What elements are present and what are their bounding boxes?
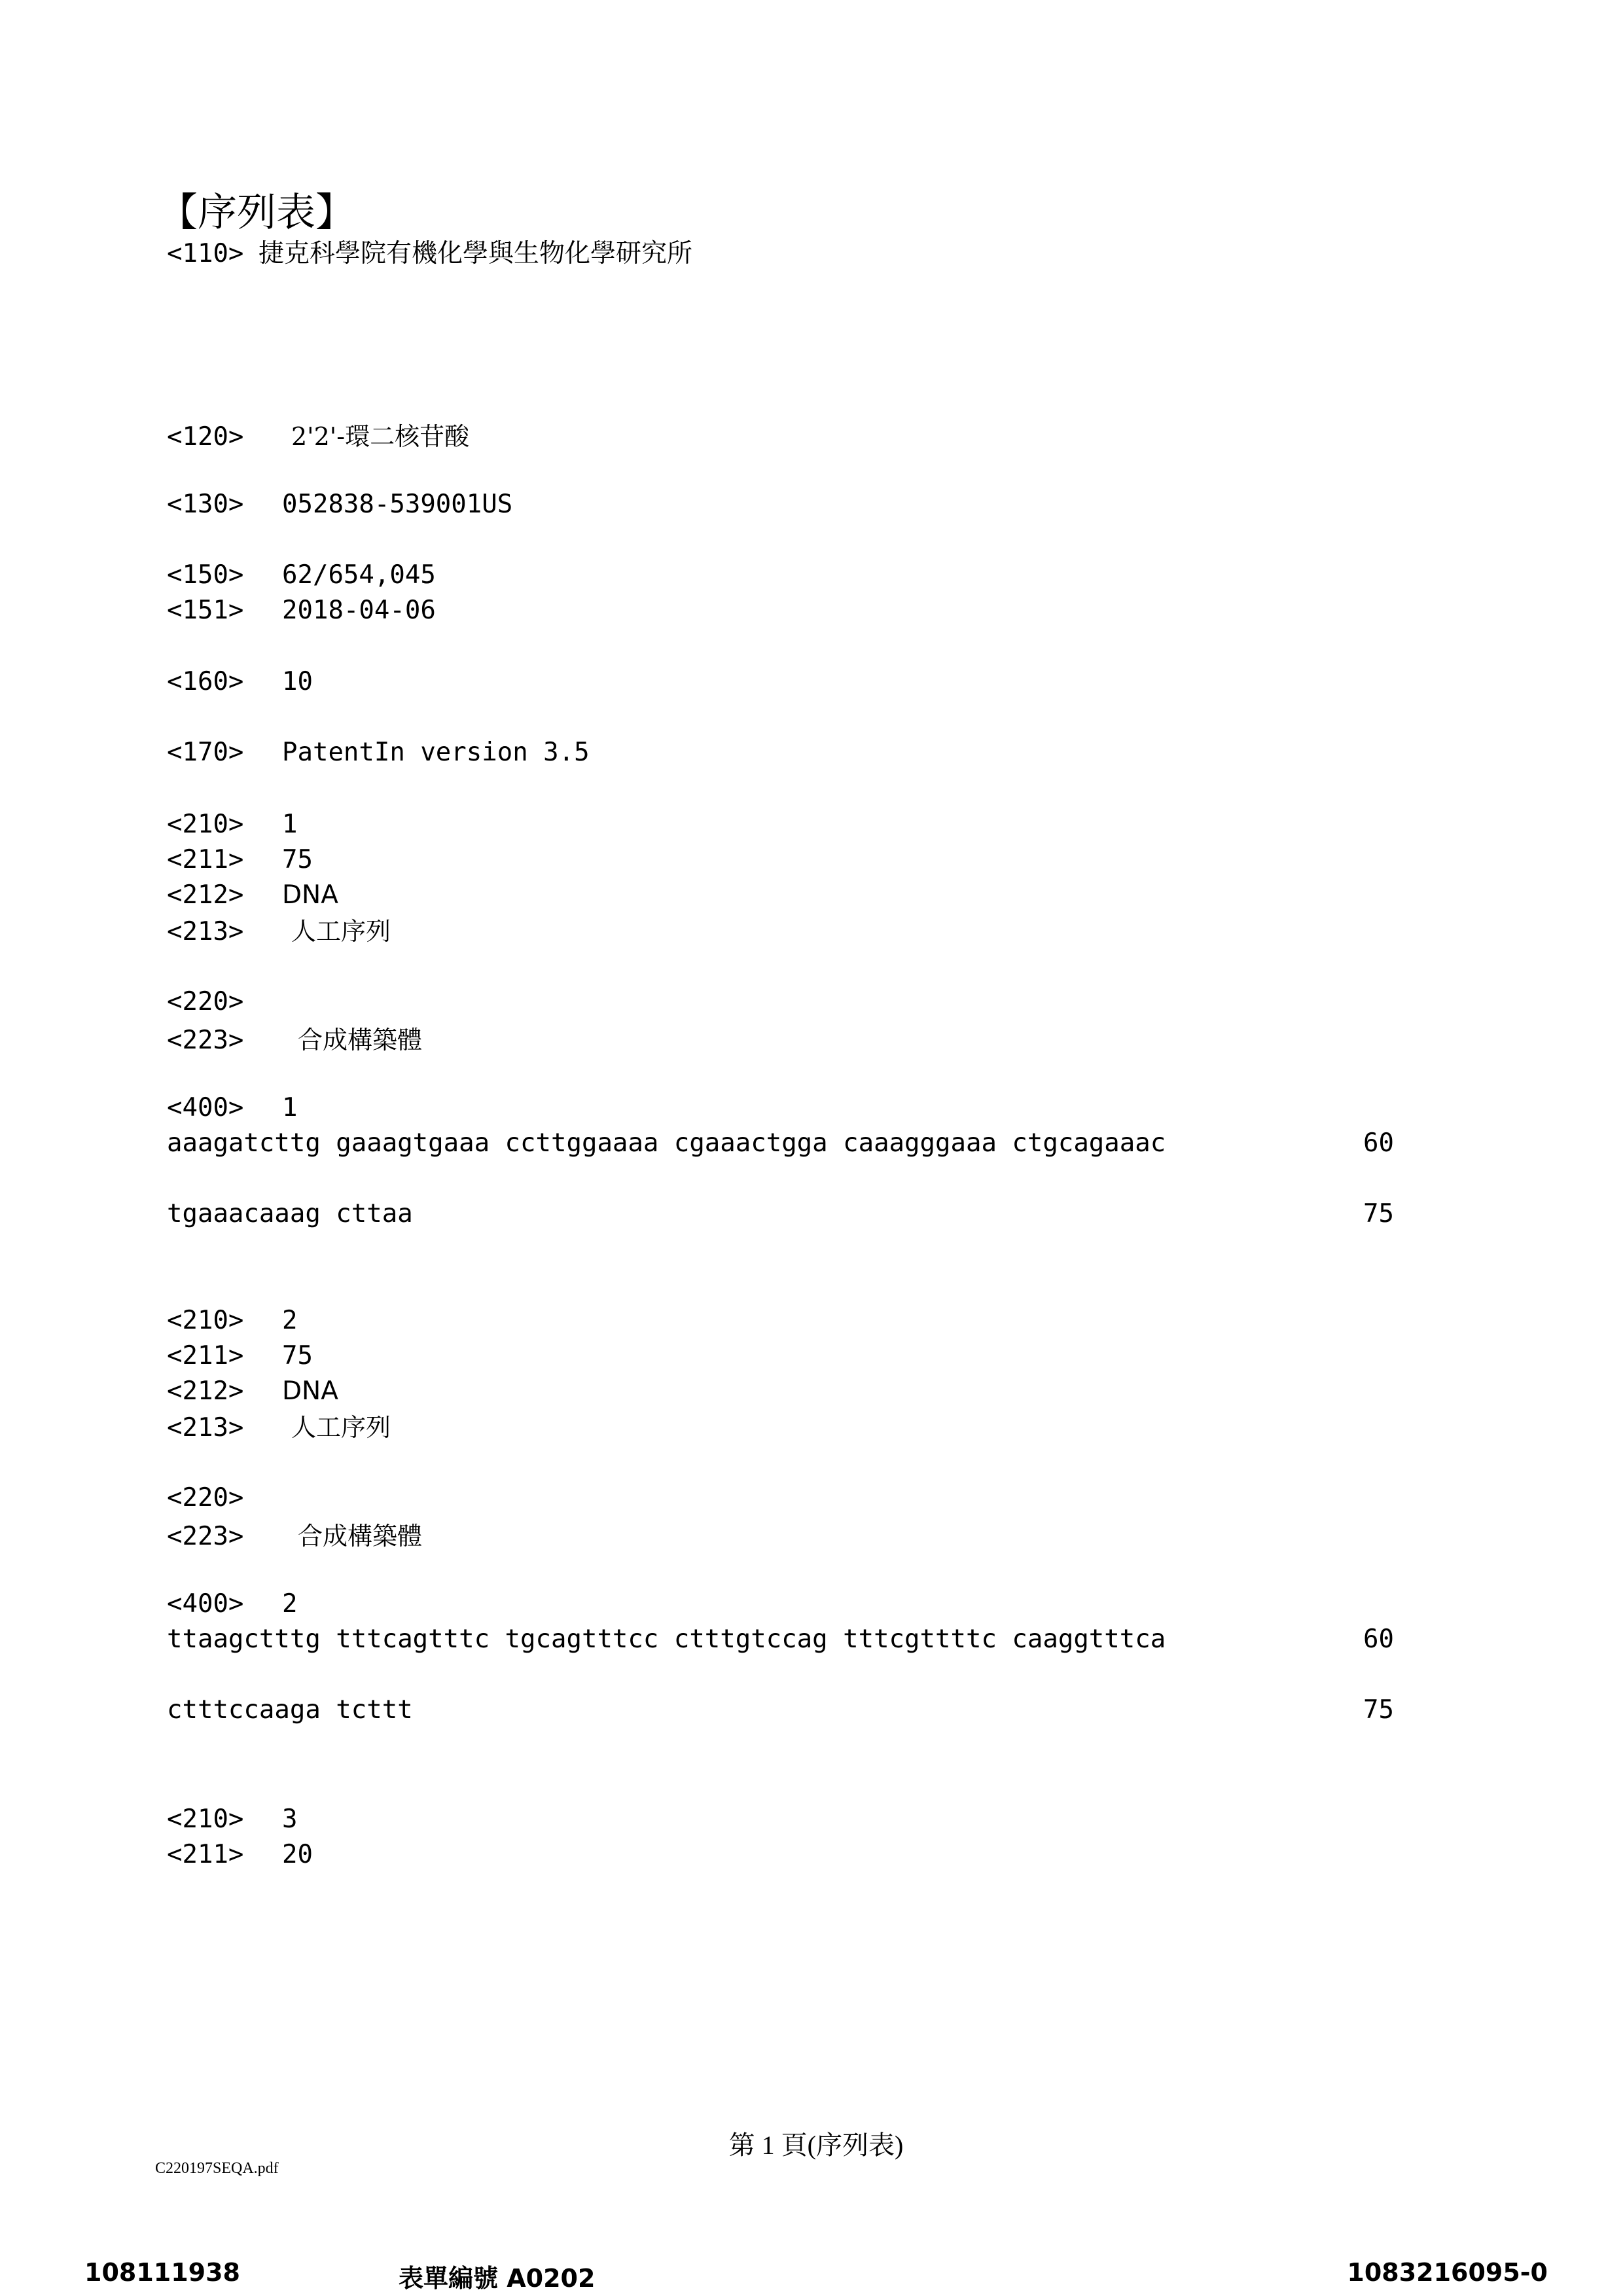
document-code: 1083216095-0: [1347, 2258, 1548, 2287]
tag: <130>: [167, 490, 282, 519]
tag: <151>: [167, 596, 282, 625]
tag: <210>: [167, 1306, 282, 1335]
prior-application: 62/654,045: [282, 560, 436, 590]
tag: <210>: [167, 810, 282, 839]
tag: <223>: [167, 1026, 282, 1055]
tag: <170>: [167, 738, 282, 767]
seq-id: 1: [282, 810, 297, 839]
tag: <220>: [167, 1484, 282, 1513]
seq-length: 20: [282, 1840, 313, 1869]
organism: 人工序列: [291, 1413, 391, 1442]
tag-110: <110>: [167, 240, 259, 268]
form-number: 表單編號 A0202: [399, 2258, 595, 2294]
tag: <213>: [167, 1414, 282, 1443]
sequence-position: 60: [1363, 1625, 1394, 1654]
prior-date: 2018-04-06: [282, 596, 436, 625]
software: PatentIn version 3.5: [282, 738, 590, 767]
tag: <400>: [167, 1590, 282, 1619]
seq2-223: [167, 1522, 422, 1551]
page-number: 第 1 頁(序列表): [0, 2125, 1623, 2162]
sequence-position: 75: [1363, 1696, 1394, 1725]
feature-note: 合成構築體: [298, 1522, 422, 1551]
meta-150: [167, 561, 436, 590]
tag: <211>: [167, 1342, 282, 1371]
seq1-400: [167, 1094, 297, 1122]
tag: <212>: [167, 881, 282, 910]
seq2-211: [167, 1342, 313, 1371]
seq-type: DNA: [282, 880, 338, 910]
seq1-212: [167, 881, 338, 910]
sequence-position: 60: [1363, 1129, 1394, 1158]
sequence-line: ctttccaaga tcttt: [167, 1696, 413, 1725]
tag: <210>: [167, 1805, 282, 1834]
application-number: 108111938: [84, 2258, 240, 2287]
tag: <220>: [167, 988, 282, 1016]
tag: <400>: [167, 1094, 282, 1122]
seq2-220: [167, 1484, 282, 1513]
sequence-position: 75: [1363, 1200, 1394, 1229]
tag: <160>: [167, 668, 282, 696]
sequence-line: ttaagctttg tttcagtttc tgcagtttcc ctttgtccag tttcgttttc caaggtttca: [167, 1625, 1166, 1654]
tag: <120>: [167, 423, 282, 452]
meta-170: [167, 738, 590, 767]
document-title: 【序列表】: [158, 190, 355, 236]
seq3-210: [167, 1805, 297, 1834]
sequence-line: aaagatcttg gaaagtgaaa ccttggaaaa cgaaactgga caaagggaaa ctgcagaaac: [167, 1129, 1166, 1158]
feature-note: 合成構築體: [298, 1026, 422, 1054]
tag: <150>: [167, 561, 282, 590]
seq2-212: [167, 1377, 338, 1406]
seq1-220: [167, 988, 282, 1016]
applicant-name: 捷克科學院有機化學與生物化學研究所: [259, 239, 692, 268]
seq-id: 2: [282, 1589, 297, 1619]
tag: <212>: [167, 1377, 282, 1406]
seq1-210: [167, 810, 297, 839]
meta-160: [167, 668, 313, 696]
tag: <211>: [167, 1840, 282, 1869]
meta-130: [167, 490, 512, 519]
organism: 人工序列: [291, 917, 391, 946]
tag: <211>: [167, 846, 282, 874]
seq2-210: [167, 1306, 297, 1335]
sequence-count: 10: [282, 667, 313, 696]
invention-title: 2'2'-環二核苷酸: [291, 422, 469, 451]
tag: <213>: [167, 918, 282, 946]
seq2-400: [167, 1590, 297, 1619]
seq1-213: [167, 917, 391, 946]
applicant-line: [167, 240, 692, 268]
seq-id: 1: [282, 1093, 297, 1122]
seq1-223: [167, 1026, 422, 1055]
seq-length: 75: [282, 845, 313, 874]
seq2-213: [167, 1413, 391, 1443]
tag: <223>: [167, 1522, 282, 1551]
file-name: C220197SEQA.pdf: [155, 2160, 279, 2178]
meta-151: [167, 596, 436, 625]
seq-id: 3: [282, 1804, 297, 1834]
file-reference: 052838-539001US: [282, 490, 512, 519]
seq-type: DNA: [282, 1376, 338, 1406]
seq-id: 2: [282, 1306, 297, 1335]
meta-120: [167, 422, 469, 452]
seq1-211: [167, 846, 313, 874]
sequence-line: tgaaacaaag cttaa: [167, 1200, 413, 1229]
seq3-211: [167, 1840, 313, 1869]
seq-length: 75: [282, 1341, 313, 1371]
